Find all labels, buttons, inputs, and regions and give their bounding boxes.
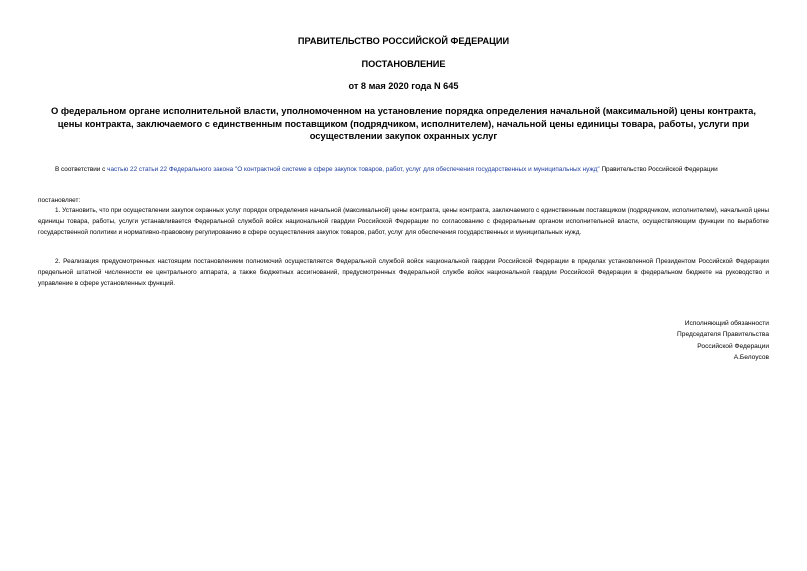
signatory-name: А.Белоусов <box>733 353 769 361</box>
decides-label: постановляет: <box>38 197 81 204</box>
item-1-paragraph: 1. Установить, что при осуществлении закупок охранных услуг порядок определения начальной (максимальной) цены контракта, цены контракта, заключаемого с единственным поставщиком (подрядчиком, исполнителем), начальной цены единицы товара, работы, услуги устанавливается Федеральной службой войск национальной гвардии Российской Федерации по согласованию с федеральным органом исполнительной власти, осуществляющим функции по выработке государственной политики и нормативно-правовому регулированию в сфере осуществления закупок товаров, работ, услуг для обеспечения государственных и муниципальных нужд. <box>38 207 769 236</box>
law-reference-link[interactable]: частью 22 статьи 22 Федерального закона "О контрактной системе в сфере закупок товаров, работ, услуг для обеспечения государственных и муниципальных нужд" <box>107 166 600 173</box>
document-type: ПОСТАНОВЛЕНИЕ <box>361 59 446 69</box>
document-title: О федеральном органе исполнительной власти, уполномоченном на установление порядка определения начальной (максимальной) цены контракта, цены контракта, заключаемого с единственным поставщиком (подрядчиком, исполнителем), начальной цены единицы товара, работы, услуги при осуществлении закупок охранных услуг <box>51 105 756 141</box>
signature-line-2: Председателя Правительства <box>677 331 769 339</box>
document-date-number: от 8 мая 2020 года N 645 <box>348 81 459 91</box>
intro-text-before: В соответствии с <box>55 166 108 173</box>
intro-paragraph <box>38 165 769 176</box>
signature-line-1: Исполняющий обязанности <box>684 320 769 327</box>
signature-line-3: Российской Федерации <box>697 342 769 350</box>
item-2-paragraph: 2. Реализация предусмотренных настоящим постановлением полномочий осуществляется Федеральной службой войск национальной гвардии Российской Федерации в пределах установленной Президентом Российской Федерации предельной штатной численности ее центрального аппарата, а также бюджетных ассигнований, предусмотренных Федеральной службе войск национальной гвардии Российской Федерации в федеральном бюджете на руководство и управление в сфере установленных функций. <box>38 258 769 287</box>
intro-text-after: Правительство Российской Федерации <box>599 166 718 173</box>
signature-block <box>677 318 769 363</box>
government-heading: ПРАВИТЕЛЬСТВО РОССИЙСКОЙ ФЕДЕРАЦИИ <box>297 36 510 46</box>
